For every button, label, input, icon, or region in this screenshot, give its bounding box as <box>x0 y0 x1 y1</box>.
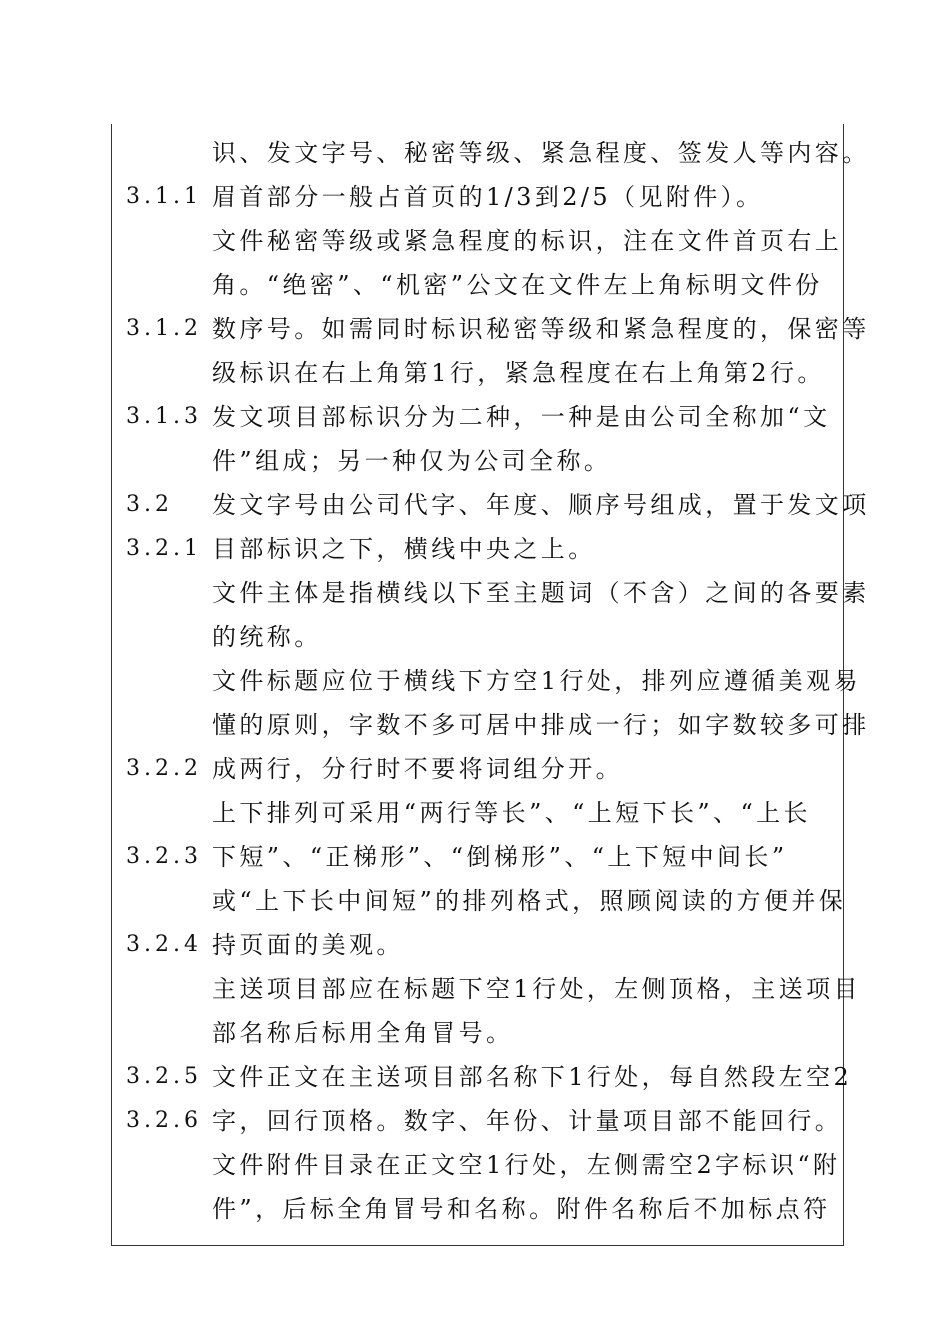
section-number: 3.2.3 <box>126 844 202 869</box>
text-line: 目部标识之下，横线中央之上。 <box>212 535 596 563</box>
text-line: 文件附件目录在正文空1行处，左侧需空2字标识“附 <box>212 1151 841 1179</box>
text-line: 主送项目部应在标题下空1行处，左侧顶格，主送项目 <box>212 975 861 1003</box>
text-line: 文件秘密等级或紧急程度的标识，注在文件首页右上 <box>212 227 843 255</box>
text-line: 角。“绝密”、“机密”公文在文件左上角标明文件份 <box>212 271 823 299</box>
section-number: 3.2.2 <box>126 756 202 781</box>
text-line: 部名称后标用全角冒号。 <box>212 1019 514 1047</box>
section-number: 3.2 <box>126 492 173 517</box>
text-line: 上下排列可采用“两行等长”、“上短下长”、“上长 <box>212 799 811 827</box>
section-number: 3.2.6 <box>126 1108 202 1133</box>
text-line: 发文字号由公司代字、年度、顺序号组成，置于发文项 <box>212 491 870 519</box>
section-number: 3.1.3 <box>126 404 202 429</box>
text-line: 的统称。 <box>212 623 322 651</box>
text-line: 发文项目部标识分为二种，一种是由公司全称加“文 <box>212 403 831 431</box>
text-line: 下短”、“正梯形”、“倒梯形”、“上下短中间长” <box>212 843 788 871</box>
section-number: 3.2.1 <box>126 536 202 561</box>
text-line: 文件标题应位于横线下方空1行处，排列应遵循美观易 <box>212 667 861 695</box>
section-number: 3.1.2 <box>126 316 202 341</box>
text-line: 件”，后标全角冒号和名称。附件名称后不加标点符 <box>212 1195 831 1223</box>
text-line: 懂的原则，字数不多可居中排成一行；如字数较多可排 <box>212 711 870 739</box>
text-line: 成两行，分行时不要将词组分开。 <box>212 755 623 783</box>
section-number: 3.1.1 <box>126 184 202 209</box>
text-line: 持页面的美观。 <box>212 931 404 959</box>
section-number: 3.2.4 <box>126 932 202 957</box>
section-number: 3.2.5 <box>126 1064 202 1089</box>
text-line: 字，回行顶格。数字、年份、计量项目部不能回行。 <box>212 1107 843 1135</box>
text-line: 文件主体是指横线以下至主题词（不含）之间的各要素 <box>212 579 870 607</box>
text-line: 眉首部分一般占首页的1/3到2/5（见附件）。 <box>212 183 764 211</box>
text-line: 级标识在右上角第1行，紧急程度在右上角第2行。 <box>212 359 825 387</box>
text-line: 或“上下长中间短”的排列格式，照顾阅读的方便并保 <box>212 887 847 915</box>
text-line: 文件正文在主送项目部名称下1行处，每自然段左空2 <box>212 1063 853 1091</box>
text-line: 识、发文字号、秘密等级、紧急程度、签发人等内容。 <box>212 139 870 167</box>
text-line: 数序号。如需同时标识秘密等级和紧急程度的，保密等 <box>212 315 870 343</box>
text-line: 件”组成；另一种仅为公司全称。 <box>212 447 612 475</box>
